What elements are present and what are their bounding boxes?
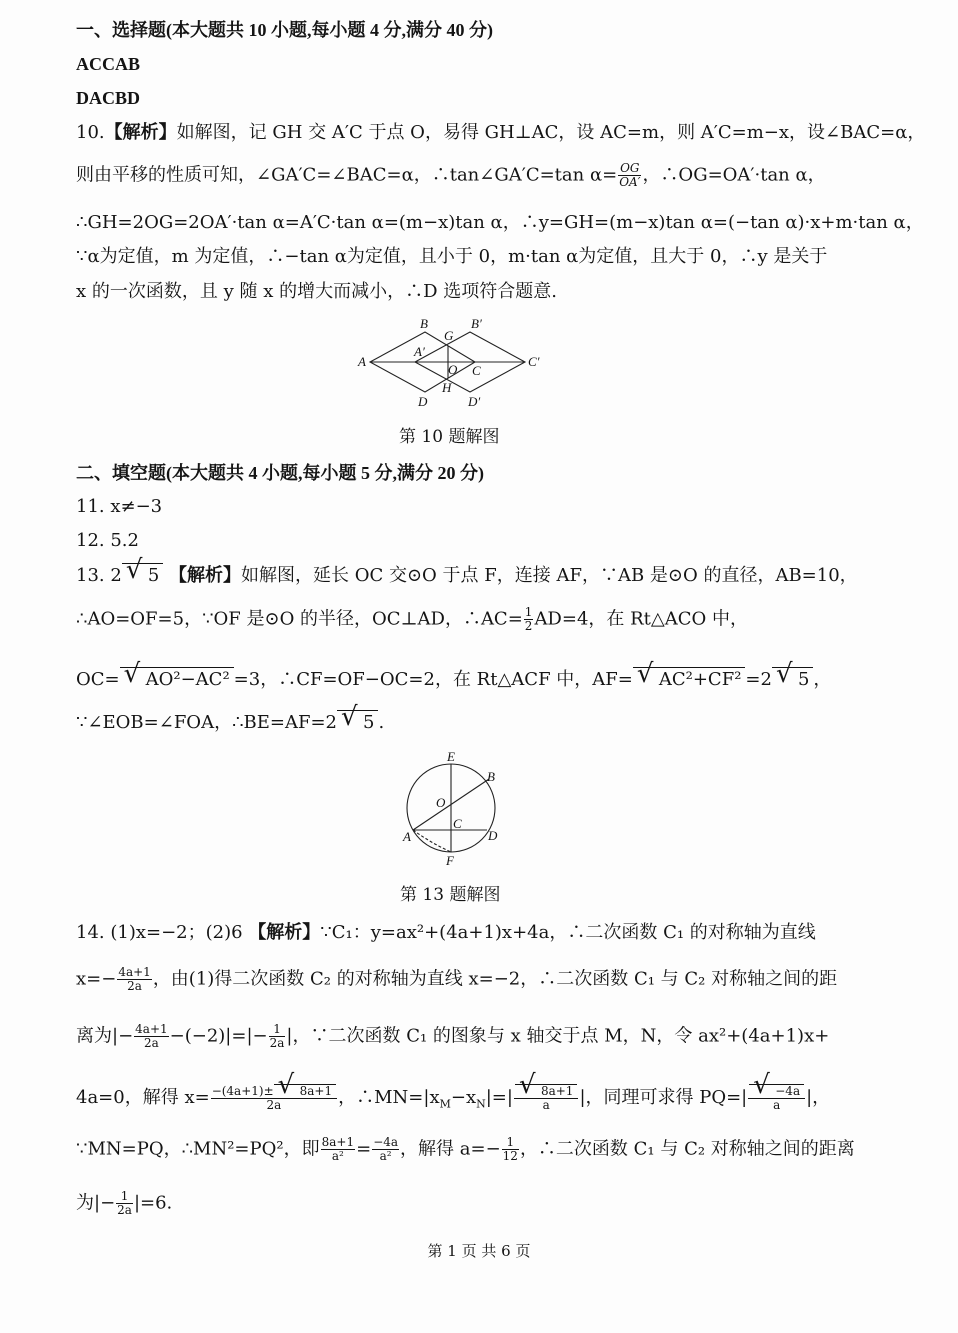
q14-text4a: 4a=0，解得 x= bbox=[76, 1087, 210, 1108]
q13-radical4: √ 5 bbox=[337, 710, 378, 735]
q14-text1: ∵C₁：y=ax²+(4a+1)x+4a，∴二次函数 C₁ 的对称轴为直线 bbox=[320, 922, 816, 943]
q14-text2b: ，由(1)得二次函数 C₂ 的对称轴为直线 x=−2，∴二次函数 C₁ 与 C₂ 对称轴之间的距 bbox=[152, 968, 838, 990]
q14-text5a: ∵MN=PQ，∴MN²=PQ²，即 bbox=[76, 1138, 320, 1160]
q13-text4b: . bbox=[378, 712, 385, 733]
q14-tag: 【解析】 bbox=[248, 922, 321, 942]
page-footer: 第 1 页 共 6 页 bbox=[427, 1242, 531, 1260]
q13-text4a: ∵∠EOB=∠FOA，∴BE=AF=2 bbox=[76, 712, 337, 733]
q14-text4f: |， bbox=[806, 1087, 831, 1108]
q14-root-num bbox=[211, 1084, 337, 1099]
q10-line3: ∴GH=2OG=2OA′·tan α=A′C·tan α=(m−x)tan α，∴y=GH=(m−x)tan α=(−tan α)·x+m·tan α， bbox=[76, 212, 924, 233]
q10-line4: ∵α为定值，m 为定值，∴−tan α为定值，且小于 0，m·tan α为定值，且大于 0，∴y 是关于 bbox=[76, 246, 828, 267]
q14-eq2-den: a² bbox=[379, 1149, 392, 1163]
q14-answer: 14. (1)x=−2；(2)6 bbox=[76, 922, 243, 943]
q13-diagram bbox=[395, 745, 510, 870]
label-d2: D′ bbox=[468, 394, 481, 409]
q14-frac1-num: 4a+1 bbox=[135, 1022, 168, 1036]
label-h: H bbox=[442, 380, 452, 395]
q14-frac-num: 4a+1 bbox=[118, 965, 151, 979]
q14-pq-num bbox=[748, 1084, 805, 1099]
label-c: C bbox=[472, 363, 481, 378]
q13-text2a: ∴AO=OF=5，∵OF 是⊙O 的半径，OC⊥AD，∴AC= bbox=[76, 608, 523, 630]
q13-text3a: OC= bbox=[76, 669, 120, 690]
answers-row2: DACBD bbox=[76, 88, 141, 108]
q14-root-radical: √ 8a+1 bbox=[274, 1084, 336, 1098]
q14-text5b: = bbox=[356, 1138, 372, 1160]
label-o: O bbox=[436, 795, 446, 810]
q14-text3c: |，∵二次函数 C₁ 的图象与 x 轴交于点 M，N，令 ax²+(4a+1)x+ bbox=[286, 1025, 830, 1047]
q10-fraction bbox=[618, 162, 641, 189]
q14-sub-n: N bbox=[476, 1097, 486, 1111]
q14-final-den: 2a bbox=[117, 1203, 132, 1217]
q10-line2 bbox=[76, 162, 826, 189]
q14-mn-den: a bbox=[542, 1098, 550, 1112]
q14-a-num: 1 bbox=[502, 1136, 519, 1150]
q13-line1 bbox=[76, 563, 858, 588]
q13-text1: 如解图，延长 OC 交⊙O 于点 F，连接 AF，∵AB 是⊙O 的直径，AB=10， bbox=[241, 565, 858, 586]
q14-line5 bbox=[76, 1136, 855, 1163]
label-d: D bbox=[418, 394, 428, 409]
answers-row1: ACCAB bbox=[76, 54, 141, 74]
q10-frac-num: OG bbox=[620, 161, 640, 175]
q14-text5d: ，∴二次函数 C₁ 与 C₂ 对称轴之间的距离 bbox=[519, 1138, 855, 1160]
q14-frac-final bbox=[116, 1190, 133, 1217]
q14-text5c: ，解得 a=− bbox=[400, 1138, 501, 1160]
q14-pq-den: a bbox=[773, 1098, 781, 1112]
q14-eq2-num: −4a bbox=[373, 1135, 399, 1149]
q14-frac-den: 2a bbox=[127, 979, 142, 993]
label-d: D bbox=[488, 828, 498, 843]
label-b2: B′ bbox=[471, 316, 482, 331]
q14-root-num-a: −(4a+1)± bbox=[211, 1084, 274, 1098]
label-c2: C′ bbox=[528, 354, 540, 369]
q14-line1 bbox=[76, 920, 816, 945]
q14-line4 bbox=[76, 1084, 830, 1117]
q10-line5: x 的一次函数，且 y 随 x 的增大而减小，∴D 选项符合题意. bbox=[76, 281, 557, 302]
q14-frac1-den: 2a bbox=[144, 1036, 159, 1050]
line-af bbox=[413, 830, 451, 852]
label-c: C bbox=[453, 816, 462, 831]
q14-frac2-den: 2a bbox=[269, 1036, 285, 1050]
label-o: O bbox=[448, 362, 458, 377]
q13-text3c: =2 bbox=[745, 669, 772, 690]
q10-text1: 如解图，记 GH 交 A′C 于点 O，易得 GH⊥AC，设 AC=m，则 A′C=m−x，设∠BAC=α， bbox=[176, 122, 926, 143]
q13-caption: 第 13 题解图 bbox=[400, 885, 501, 905]
label-a: A bbox=[403, 829, 411, 844]
q13-radical: √ 5 bbox=[122, 563, 163, 588]
q13-tag: 【解析】 bbox=[169, 565, 241, 585]
q14-frac-a bbox=[502, 1136, 519, 1163]
q14-frac-1 bbox=[134, 1023, 168, 1050]
q10-caption: 第 10 题解图 bbox=[399, 427, 500, 447]
q14-root-den: 2a bbox=[266, 1098, 282, 1112]
q14-text6a: 为|− bbox=[76, 1192, 116, 1214]
q14-frac-root bbox=[211, 1084, 337, 1112]
q13-radical2: √ AC²+CF² bbox=[633, 667, 746, 692]
label-a: A bbox=[358, 354, 366, 369]
label-a2: A′ bbox=[414, 344, 425, 359]
q14-line2 bbox=[76, 966, 837, 993]
q14-frac2-num: 1 bbox=[269, 1023, 286, 1037]
q14-mn-num bbox=[514, 1084, 578, 1099]
q14-text2a: x=− bbox=[76, 968, 117, 990]
q13-fraction bbox=[524, 606, 534, 633]
q14-text4b: ，∴MN=|x bbox=[338, 1087, 440, 1108]
q14-sub-m: M bbox=[439, 1097, 451, 1111]
q14-text3a: 离为|− bbox=[76, 1025, 134, 1047]
q11-answer: 11. x≠−3 bbox=[76, 496, 163, 517]
q13-line3 bbox=[76, 667, 831, 692]
q14-frac-pq bbox=[748, 1084, 805, 1112]
q14-text4c: −x bbox=[450, 1087, 477, 1108]
q10-text2a: 则由平移的性质可知，∠GA′C=∠BAC=α，∴tan∠GA′C=tan α= bbox=[76, 164, 618, 186]
q10-frac-den: OA′ bbox=[619, 175, 641, 189]
q10-line1 bbox=[76, 120, 925, 145]
q14-text3b: −(−2)|=|− bbox=[169, 1025, 268, 1047]
q14-frac-axis bbox=[117, 966, 151, 993]
q14-text4d: |=| bbox=[485, 1087, 513, 1108]
q13-radical1: √ AO²−AC² bbox=[120, 667, 234, 692]
q14-line6 bbox=[76, 1190, 172, 1217]
q14-frac-2 bbox=[269, 1023, 286, 1050]
section1-heading: 一、选择题(本大题共 10 小题,每小题 4 分,满分 40 分) bbox=[76, 20, 493, 40]
q10-num: 10. bbox=[76, 122, 105, 143]
q12-answer: 12. 5.2 bbox=[76, 530, 139, 551]
label-f: F bbox=[446, 853, 454, 868]
q10-tag: 【解析】 bbox=[104, 122, 177, 142]
label-b: B bbox=[420, 316, 428, 331]
q14-pq-radical: √ −4a bbox=[749, 1084, 804, 1098]
q14-line3 bbox=[76, 1023, 829, 1050]
q14-text4e: |，同理可求得 PQ=| bbox=[579, 1087, 748, 1108]
section2-heading: 二、填空题(本大题共 4 小题,每小题 5 分,满分 20 分) bbox=[76, 463, 484, 483]
q14-a-den: 12 bbox=[502, 1149, 518, 1163]
q13-num: 13. 2 bbox=[76, 565, 122, 586]
q13-frac-num: 1 bbox=[524, 605, 533, 619]
q13-radical3: √ 5 bbox=[772, 667, 813, 692]
q14-mn-radical: √ 8a+1 bbox=[515, 1084, 577, 1098]
q14-final-num: 1 bbox=[116, 1190, 133, 1204]
q10-text2b: ，∴OG=OA′·tan α， bbox=[642, 164, 826, 186]
q13-text2b: AD=4，在 Rt△ACO 中， bbox=[534, 608, 749, 630]
label-g: G bbox=[444, 328, 454, 343]
q13-line2 bbox=[76, 606, 748, 633]
label-b: B bbox=[487, 769, 495, 784]
q14-eq1-den: a² bbox=[331, 1149, 344, 1163]
q13-text3d: ， bbox=[813, 669, 832, 690]
q13-text3b: =3，∴CF=OF−OC=2，在 Rt△ACF 中，AF= bbox=[233, 669, 633, 690]
q14-eq1-num: 8a+1 bbox=[321, 1135, 355, 1149]
q14-frac-mn bbox=[514, 1084, 578, 1112]
label-e: E bbox=[447, 749, 455, 764]
q10-diagram bbox=[350, 312, 560, 412]
q13-line4 bbox=[76, 710, 384, 735]
q14-frac-eq2 bbox=[372, 1136, 399, 1163]
q14-frac-eq1 bbox=[321, 1136, 355, 1163]
q13-frac-den: 2 bbox=[524, 619, 533, 633]
q14-text6b: |=6. bbox=[133, 1192, 173, 1214]
